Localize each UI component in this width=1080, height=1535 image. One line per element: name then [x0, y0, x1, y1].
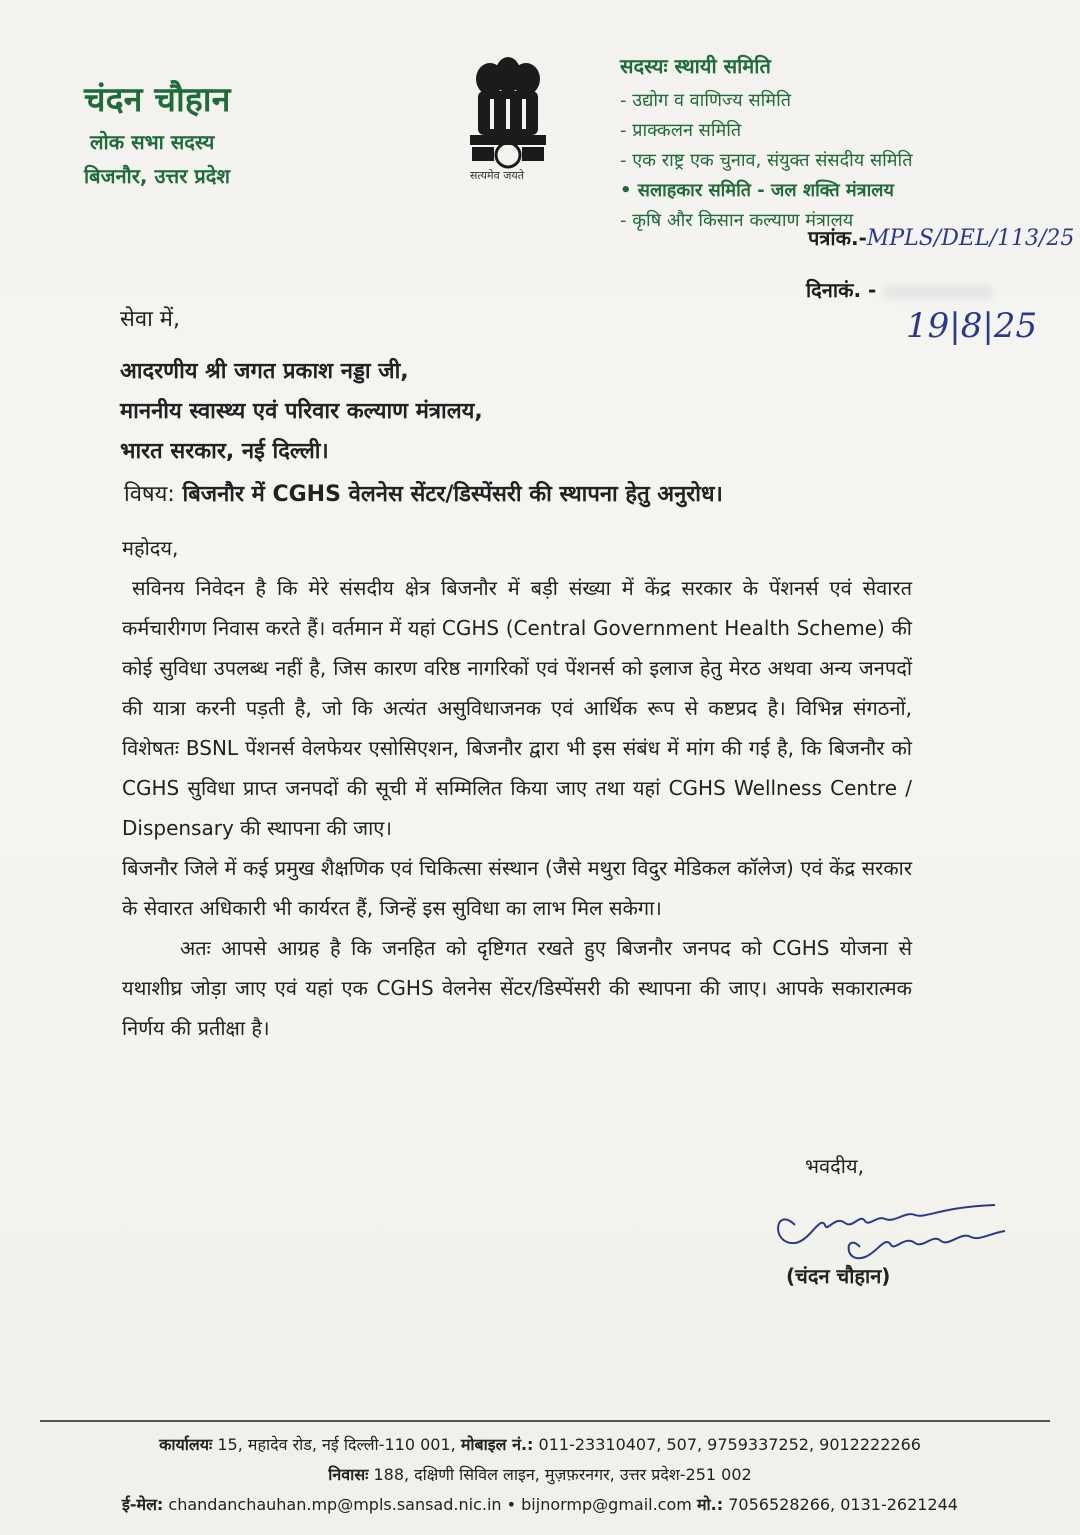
office-label: कार्यालयः [159, 1435, 213, 1454]
subject-text: बिजनौर में CGHS वेलनेस सेंटर/डिस्पेंसरी की स्थापना हेतु अनुरोध। [182, 482, 723, 507]
signature-icon [765, 1185, 1015, 1265]
email-label: ई-मेल: [122, 1495, 164, 1514]
phone-label: मो.: [696, 1495, 724, 1514]
committees-block [620, 52, 1060, 236]
letter-body [122, 528, 912, 1048]
phone-numbers: 7056528266, 0131-2621244 [728, 1495, 958, 1514]
email-addresses: chandanchauhan.mp@mpls.sansad.nic.in • bijnormp@gmail.com [168, 1495, 692, 1514]
footer-contact-line [0, 1490, 1080, 1520]
redacted-mark [883, 285, 993, 299]
committees-title: सदस्यः स्थायी समिति [620, 54, 771, 78]
mobile-numbers: 011-23310407, 507, 9759337252, 9012222266 [538, 1435, 921, 1454]
sender-constituency: बिजनौर, उत्तर प्रदेश [84, 164, 230, 188]
signatory-name: (चंदन चौहान) [786, 1264, 891, 1288]
body-paragraph: अतः आपसे आग्रह है कि जनहित को दृष्टिगत रखते हुए बिजनौर जनपद को CGHS योजना से यथाशीघ्र जोड़ा जाए एवं यहां एक CGHS वेलनेस सेंटर/डिस्पेंसरी की स्थापना की जाए। आपके सकारात्मक निर्णय की प्रतीक्षा है। [122, 936, 912, 1040]
greeting: महोदय, [122, 536, 179, 560]
footer-residence-line [0, 1460, 1080, 1490]
date-handwritten: 19|8|25 [906, 306, 1038, 346]
committee-item: - उद्योग व वाणिज्य समिति [620, 90, 791, 111]
residence-address: 188, दक्षिणी सिविल लाइन, मुज़फ़रनगर, उत्तर प्रदेश-251 002 [373, 1465, 752, 1484]
reference-label: पत्रांक.- [808, 226, 867, 250]
reference-number [808, 224, 1074, 251]
footer [0, 1430, 1080, 1520]
committee-item: • सलाहकार समिति - जल शक्ति मंत्रालय [620, 180, 894, 201]
signoff: भवदीय, [805, 1154, 864, 1178]
subject-line [124, 478, 723, 508]
sender-block [84, 80, 230, 190]
committee-item: - कृषि और किसान कल्याण मंत्रालय [620, 210, 854, 231]
body-paragraph: सविनय निवेदन है कि मेरे संसदीय क्षेत्र बिजनौर में बड़ी संख्या में केंद्र सरकार के पेंशनर्स एवं सेवारत कर्मचारीगण निवास करते हैं। वर्तमान में यहां CGHS (Central Government Health Scheme) की कोई सुविधा उपलब्ध नहीं है, जिस कारण वरिष्ठ नागरिकों एवं पेंशनर्स को इलाज हेतु मेरठ अथवा अन्य जनपदों की यात्रा करनी पड़ती है, जो कि अत्यंत असुविधाजनक एवं आर्थिक रूप से कष्टप्रद है। विभिन्न संगठनों, विशेषतः BSNL पेंशनर्स वेलफेयर एसोसिएशन, बिजनौर द्वारा भी इस संबंध में मांग की गई है, कि बिजनौर को CGHS सुविधा प्राप्त जनपदों की सूची में सम्मिलित किया जाए तथा यहां CGHS Wellness Centre / Dispensary की स्थापना की जाए। [122, 576, 912, 840]
committee-item: - प्राक्कलन समिति [620, 120, 742, 141]
date-label: दिनाकं. - [806, 278, 877, 302]
residence-label: निवासः [328, 1465, 369, 1484]
recipient-salutation: सेवा में, [120, 307, 180, 332]
recipient-line: आदरणीय श्री जगत प्रकाश नड्डा जी, [120, 359, 409, 384]
recipient-line: भारत सरकार, नई दिल्ली। [120, 439, 329, 464]
body-paragraph: बिजनौर जिले में कई प्रमुख शैक्षणिक एवं चिकित्सा संस्थान (जैसे मथुरा विदुर मेडिकल कॉलेज) एवं केंद्र सरकार के सेवारत अधिकारी भी कार्यरत हैं, जिन्हें इस सुविधा का लाभ मिल सकेगा। [122, 856, 912, 920]
committee-item: - एक राष्ट्र एक चुनाव, संयुक्त संसदीय समिति [620, 150, 913, 171]
national-emblem-icon [460, 55, 556, 185]
sender-designation: लोक सभा सदस्य [90, 130, 215, 154]
office-address: 15, महादेव रोड, नई दिल्ली-110 001, [217, 1435, 456, 1454]
recipient-block [120, 300, 483, 472]
reference-value: MPLS/DEL/113/25 [866, 226, 1075, 251]
date-line [806, 276, 993, 303]
recipient-line: माननीय स्वास्थ्य एवं परिवार कल्याण मंत्रालय, [120, 399, 483, 424]
subject-label: विषय: [124, 482, 175, 507]
emblem-motto: सत्यमेव जयते [470, 169, 525, 182]
footer-office-line [0, 1430, 1080, 1460]
mobile-label: मोबाइल नं.: [460, 1435, 534, 1454]
sender-name: चंदन चौहान [84, 80, 231, 120]
footer-divider [40, 1420, 1050, 1422]
